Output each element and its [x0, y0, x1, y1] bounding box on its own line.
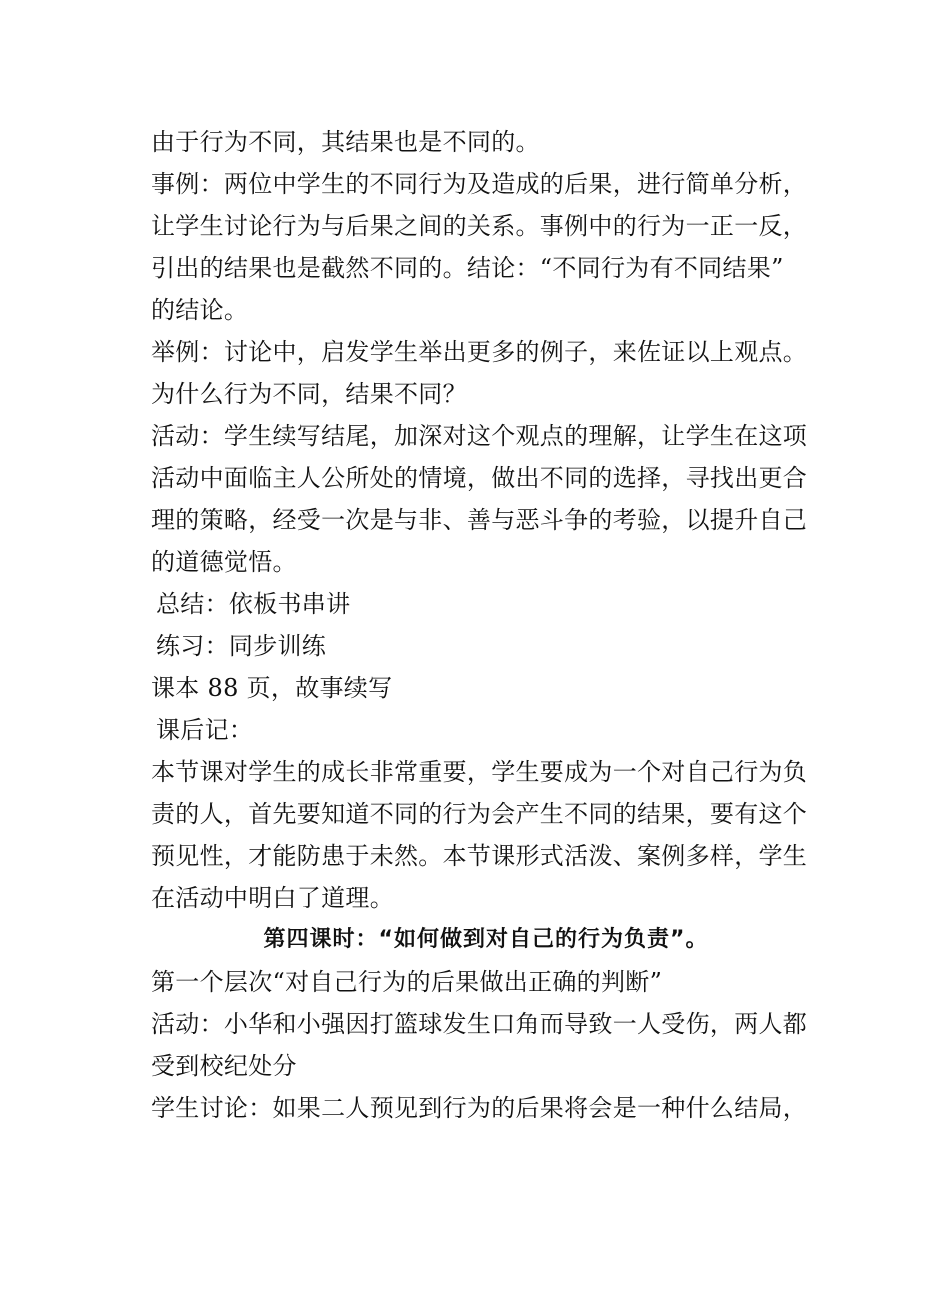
paragraph-line: 的结论。 [151, 296, 249, 324]
paragraph-line: 的道德觉悟。 [151, 548, 297, 576]
paragraph-line: 学生讨论：如果二人预见到行为的后果将会是一种什么结局， [151, 1094, 808, 1122]
paragraph-line: 事例：两位中学生的不同行为及造成的后果，进行简单分析， [151, 170, 808, 198]
lesson-four-title: 第四课时：“如何做到对自己的行为负责”。 [263, 927, 709, 952]
paragraph-line: 预见性，才能防患于未然。本节课形式活泼、案例多样，学生 [151, 842, 808, 870]
paragraph-line: 让学生讨论行为与后果之间的关系。事例中的行为一正一反， [151, 212, 808, 240]
paragraph-line: 受到校纪处分 [151, 1052, 297, 1080]
document-body [151, 121, 808, 1129]
paragraph-line: 责的人，首先要知道不同的行为会产生不同的结果，要有这个 [151, 800, 808, 828]
paragraph-line: 在活动中明白了道理。 [151, 884, 394, 912]
paragraph-line: 第一个层次“对自己行为的后果做出正确的判断” [151, 968, 663, 996]
summary-line: 总结：依板书串讲 [156, 590, 351, 618]
paragraph-line: 本节课对学生的成长非常重要，学生要成为一个对自己行为负 [151, 758, 808, 786]
textbook-line: 课本 88 页，故事续写 [151, 674, 393, 702]
paragraph-line: 活动：小华和小强因打篮球发生口角而导致一人受伤，两人都 [151, 1010, 808, 1038]
paragraph-line: 活动：学生续写结尾，加深对这个观点的理解，让学生在这项 [151, 422, 808, 450]
after-class-notes-heading: 课后记： [156, 716, 254, 744]
paragraph-line: 理的策略，经受一次是与非、善与恶斗争的考验，以提升自己 [151, 506, 808, 534]
paragraph-line: 活动中面临主人公所处的情境，做出不同的选择，寻找出更合 [151, 464, 808, 492]
paragraph-line: 由于行为不同，其结果也是不同的。 [151, 128, 540, 156]
practice-line: 练习：同步训练 [156, 632, 327, 660]
paragraph-line: 举例：讨论中，启发学生举出更多的例子，来佐证以上观点。 [151, 338, 808, 366]
paragraph-line: 引出的结果也是截然不同的。结论：“不同行为有不同结果” [151, 254, 784, 282]
paragraph-line: 为什么行为不同，结果不同？ [151, 380, 467, 408]
